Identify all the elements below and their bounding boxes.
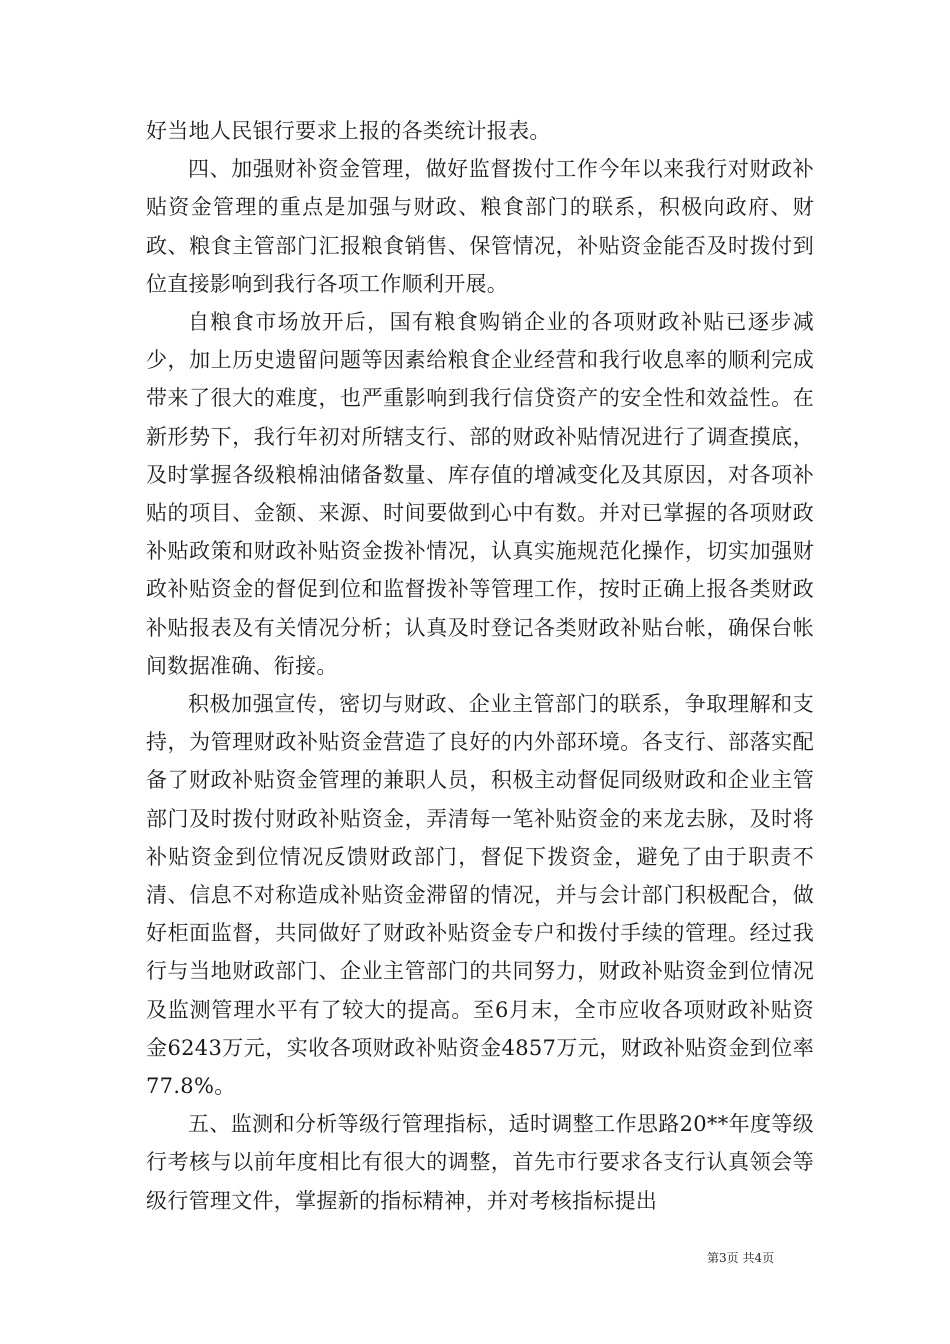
paragraph-section-four: 四、加强财补资金管理，做好监督拨付工作今年以来我行对财政补贴资金管理的重点是加强与财政、粮食部门的联系，积极向政府、财政、粮食主管部门汇报粮食销售、保管情况，补贴资金能否及时拨付到位直接影响到我行各项工作顺利开展。 — [146, 157, 814, 296]
paragraph-continuation: 好当地人民银行要求上报的各类统计报表。 — [146, 119, 551, 143]
paragraph-section-five: 五、监测和分析等级行管理指标，适时调整工作思路20**年度等级行考核与以前年度相比有很大的调整，首先市行要求各支行认真领会等级行管理文件，掌握新的指标精神，并对考核指标提出 — [146, 1112, 814, 1213]
page-number-footer: 第3页 共4页 — [707, 1251, 775, 1265]
paragraph-publicity: 积极加强宣传，密切与财政、企业主管部门的联系，争取理解和支持，为管理财政补贴资金营造了良好的内外部环境。各支行、部落实配备了财政补贴资金管理的兼职人员，积极主动督促同级财政和企业主管部门及时拨付财政补贴资金，弄清每一笔补贴资金的来龙去脉，及时将补贴资金到位情况反馈财政部门，督促下拨资金，避免了由于职责不清、信息不对称造成补贴资金滞留的情况，并与会计部门积极配合，做好柜面监督，共同做好了财政补贴资金专户和拨付手续的管理。经过我行与当地财政部门、企业主管部门的共同努力，财政补贴资金到位情况及监测管理水平有了较大的提高。至6月末，全市应收各项财政补贴资金6243万元，实收各项财政补贴资金4857万元，财政补贴资金到位率77.8%。 — [146, 692, 814, 1099]
document-body — [146, 112, 814, 1220]
paragraph-subsidy-review: 自粮食市场放开后，国有粮食购销企业的各项财政补贴已逐步减少，加上历史遗留问题等因素给粮食企业经营和我行收息率的顺利完成带来了很大的难度，也严重影响到我行信贷资产的安全性和效益性。在新形势下，我行年初对所辖支行、部的财政补贴情况进行了调查摸底，及时掌握各级粮棉油储备数量、库存值的增减变化及其原因，对各项补贴的项目、金额、来源、时间要做到心中有数。并对已掌握的各项财政补贴政策和财政补贴资金拨补情况，认真实施规范化操作，切实加强财政补贴资金的督促到位和监督拨补等管理工作，按时正确上报各类财政补贴报表及有关情况分析；认真及时登记各类财政补贴台帐，确保台帐间数据准确、衔接。 — [146, 310, 814, 678]
